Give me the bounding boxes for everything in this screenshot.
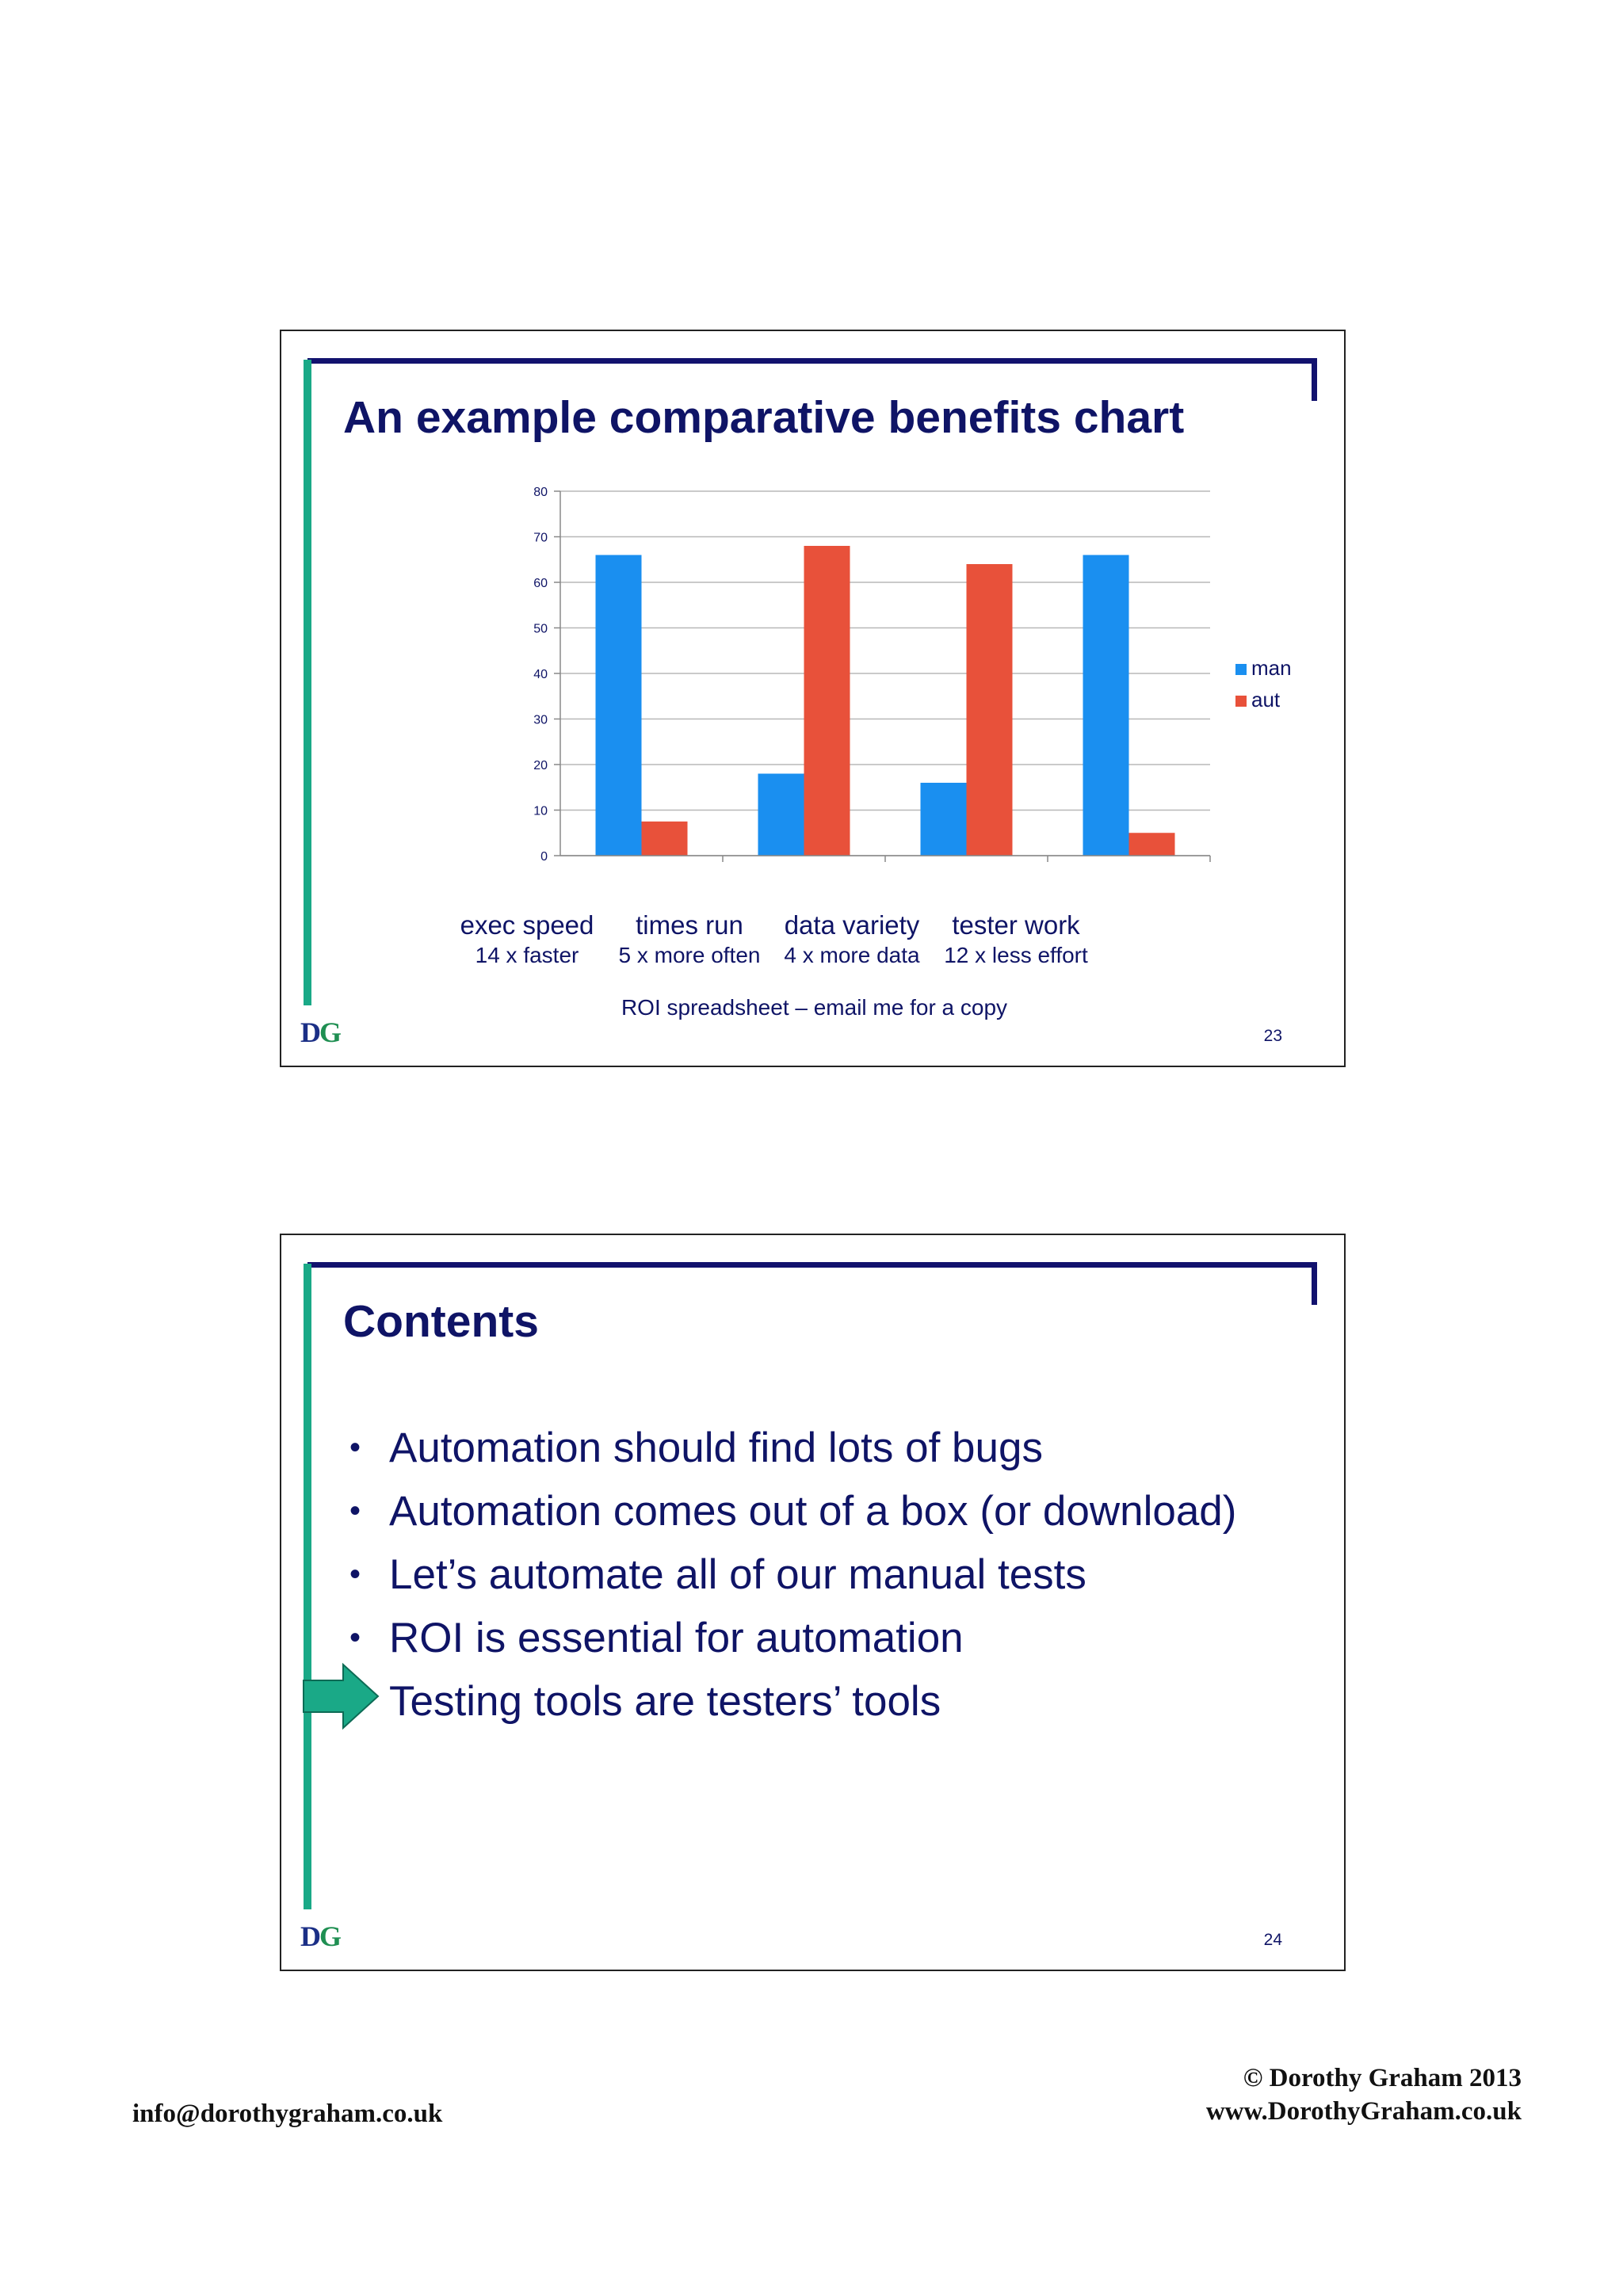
- bullet-icon: •: [349, 1493, 361, 1528]
- legend-label: aut: [1251, 688, 1281, 711]
- slide-24: [280, 1234, 1346, 1971]
- bar-aut: [642, 822, 688, 856]
- bar-aut: [804, 546, 850, 856]
- left-rule: [304, 1264, 311, 1909]
- y-tick-label: 70: [533, 531, 548, 545]
- slide-title: An example comparative benefits chart: [343, 392, 1185, 443]
- bullet-icon: •: [349, 1619, 361, 1655]
- y-tick-label: 10: [533, 804, 548, 818]
- category-caption: [769, 910, 935, 970]
- list-item: [345, 1606, 1236, 1669]
- dg-logo: [300, 1920, 340, 1953]
- top-rule: [307, 1262, 1317, 1268]
- category-caption: [444, 910, 610, 970]
- y-tick-label: 80: [533, 486, 548, 499]
- copyright: © Dorothy Graham 2013: [1243, 2064, 1522, 2092]
- legend-swatch: [1235, 696, 1247, 707]
- list-item-current: [345, 1669, 1236, 1733]
- left-rule: [304, 360, 311, 1005]
- list-item: [345, 1416, 1236, 1479]
- bar-aut: [967, 564, 1013, 856]
- bullet-icon: •: [349, 1429, 361, 1465]
- list-item-text: Automation should find lots of bugs: [389, 1424, 1043, 1471]
- legend-label: man: [1251, 656, 1292, 680]
- list-item-text: Let’s automate all of our manual tests: [389, 1550, 1086, 1598]
- website-link[interactable]: www.DorothyGraham.co.uk: [1205, 2097, 1522, 2126]
- logo-letter-g: G: [319, 1016, 341, 1048]
- category-caption: [933, 910, 1099, 970]
- category-label: tester work: [952, 910, 1080, 940]
- y-tick-label: 30: [533, 713, 548, 727]
- top-rule-end: [1312, 358, 1317, 401]
- bar-aut: [1129, 833, 1175, 856]
- contents-list: [345, 1416, 1236, 1733]
- slide-title: Contents: [343, 1296, 539, 1347]
- y-tick-label: 60: [533, 577, 548, 590]
- category-caption: [606, 910, 773, 970]
- bar-man: [596, 555, 642, 856]
- list-item-text: Testing tools are testers’ tools: [389, 1677, 941, 1725]
- dg-logo: [300, 1016, 340, 1049]
- bar-man: [921, 783, 967, 856]
- list-item: [345, 1479, 1236, 1543]
- logo-letter-g: G: [319, 1920, 341, 1952]
- category-detail: 4 x more data: [784, 943, 920, 967]
- footer-credits: [1206, 2061, 1522, 2128]
- legend-swatch: [1235, 664, 1247, 675]
- category-detail: 14 x faster: [475, 943, 579, 967]
- page-number: 24: [1263, 1931, 1282, 1949]
- bar-man: [758, 774, 804, 856]
- page-number: 23: [1263, 1027, 1282, 1045]
- top-rule-end: [1312, 1262, 1317, 1305]
- top-rule: [307, 358, 1317, 364]
- y-tick-label: 20: [533, 759, 548, 772]
- list-item-text: Automation comes out of a box (or download): [389, 1487, 1237, 1535]
- logo-letter-d: D: [300, 1920, 319, 1952]
- list-item: [345, 1543, 1236, 1606]
- list-item-text: ROI is essential for automation: [389, 1614, 964, 1661]
- logo-letter-d: D: [300, 1016, 319, 1048]
- roi-note: ROI spreadsheet – email me for a copy: [621, 995, 1008, 1020]
- y-tick-label: 50: [533, 622, 548, 636]
- benefits-chart: [392, 482, 1292, 910]
- category-detail: 5 x more often: [618, 943, 761, 967]
- category-label: times run: [636, 910, 743, 940]
- category-label: data variety: [784, 910, 920, 940]
- email-link[interactable]: info@dorothygraham.co.uk: [132, 2100, 443, 2128]
- bullet-icon: •: [349, 1556, 361, 1592]
- category-label: exec speed: [460, 910, 594, 940]
- bar-man: [1083, 555, 1129, 856]
- slide-23: [280, 330, 1346, 1067]
- y-tick-label: 40: [533, 668, 548, 681]
- category-detail: 12 x less effort: [944, 943, 1088, 967]
- current-item-arrow-icon: [302, 1663, 381, 1730]
- y-tick-label: 0: [540, 850, 548, 864]
